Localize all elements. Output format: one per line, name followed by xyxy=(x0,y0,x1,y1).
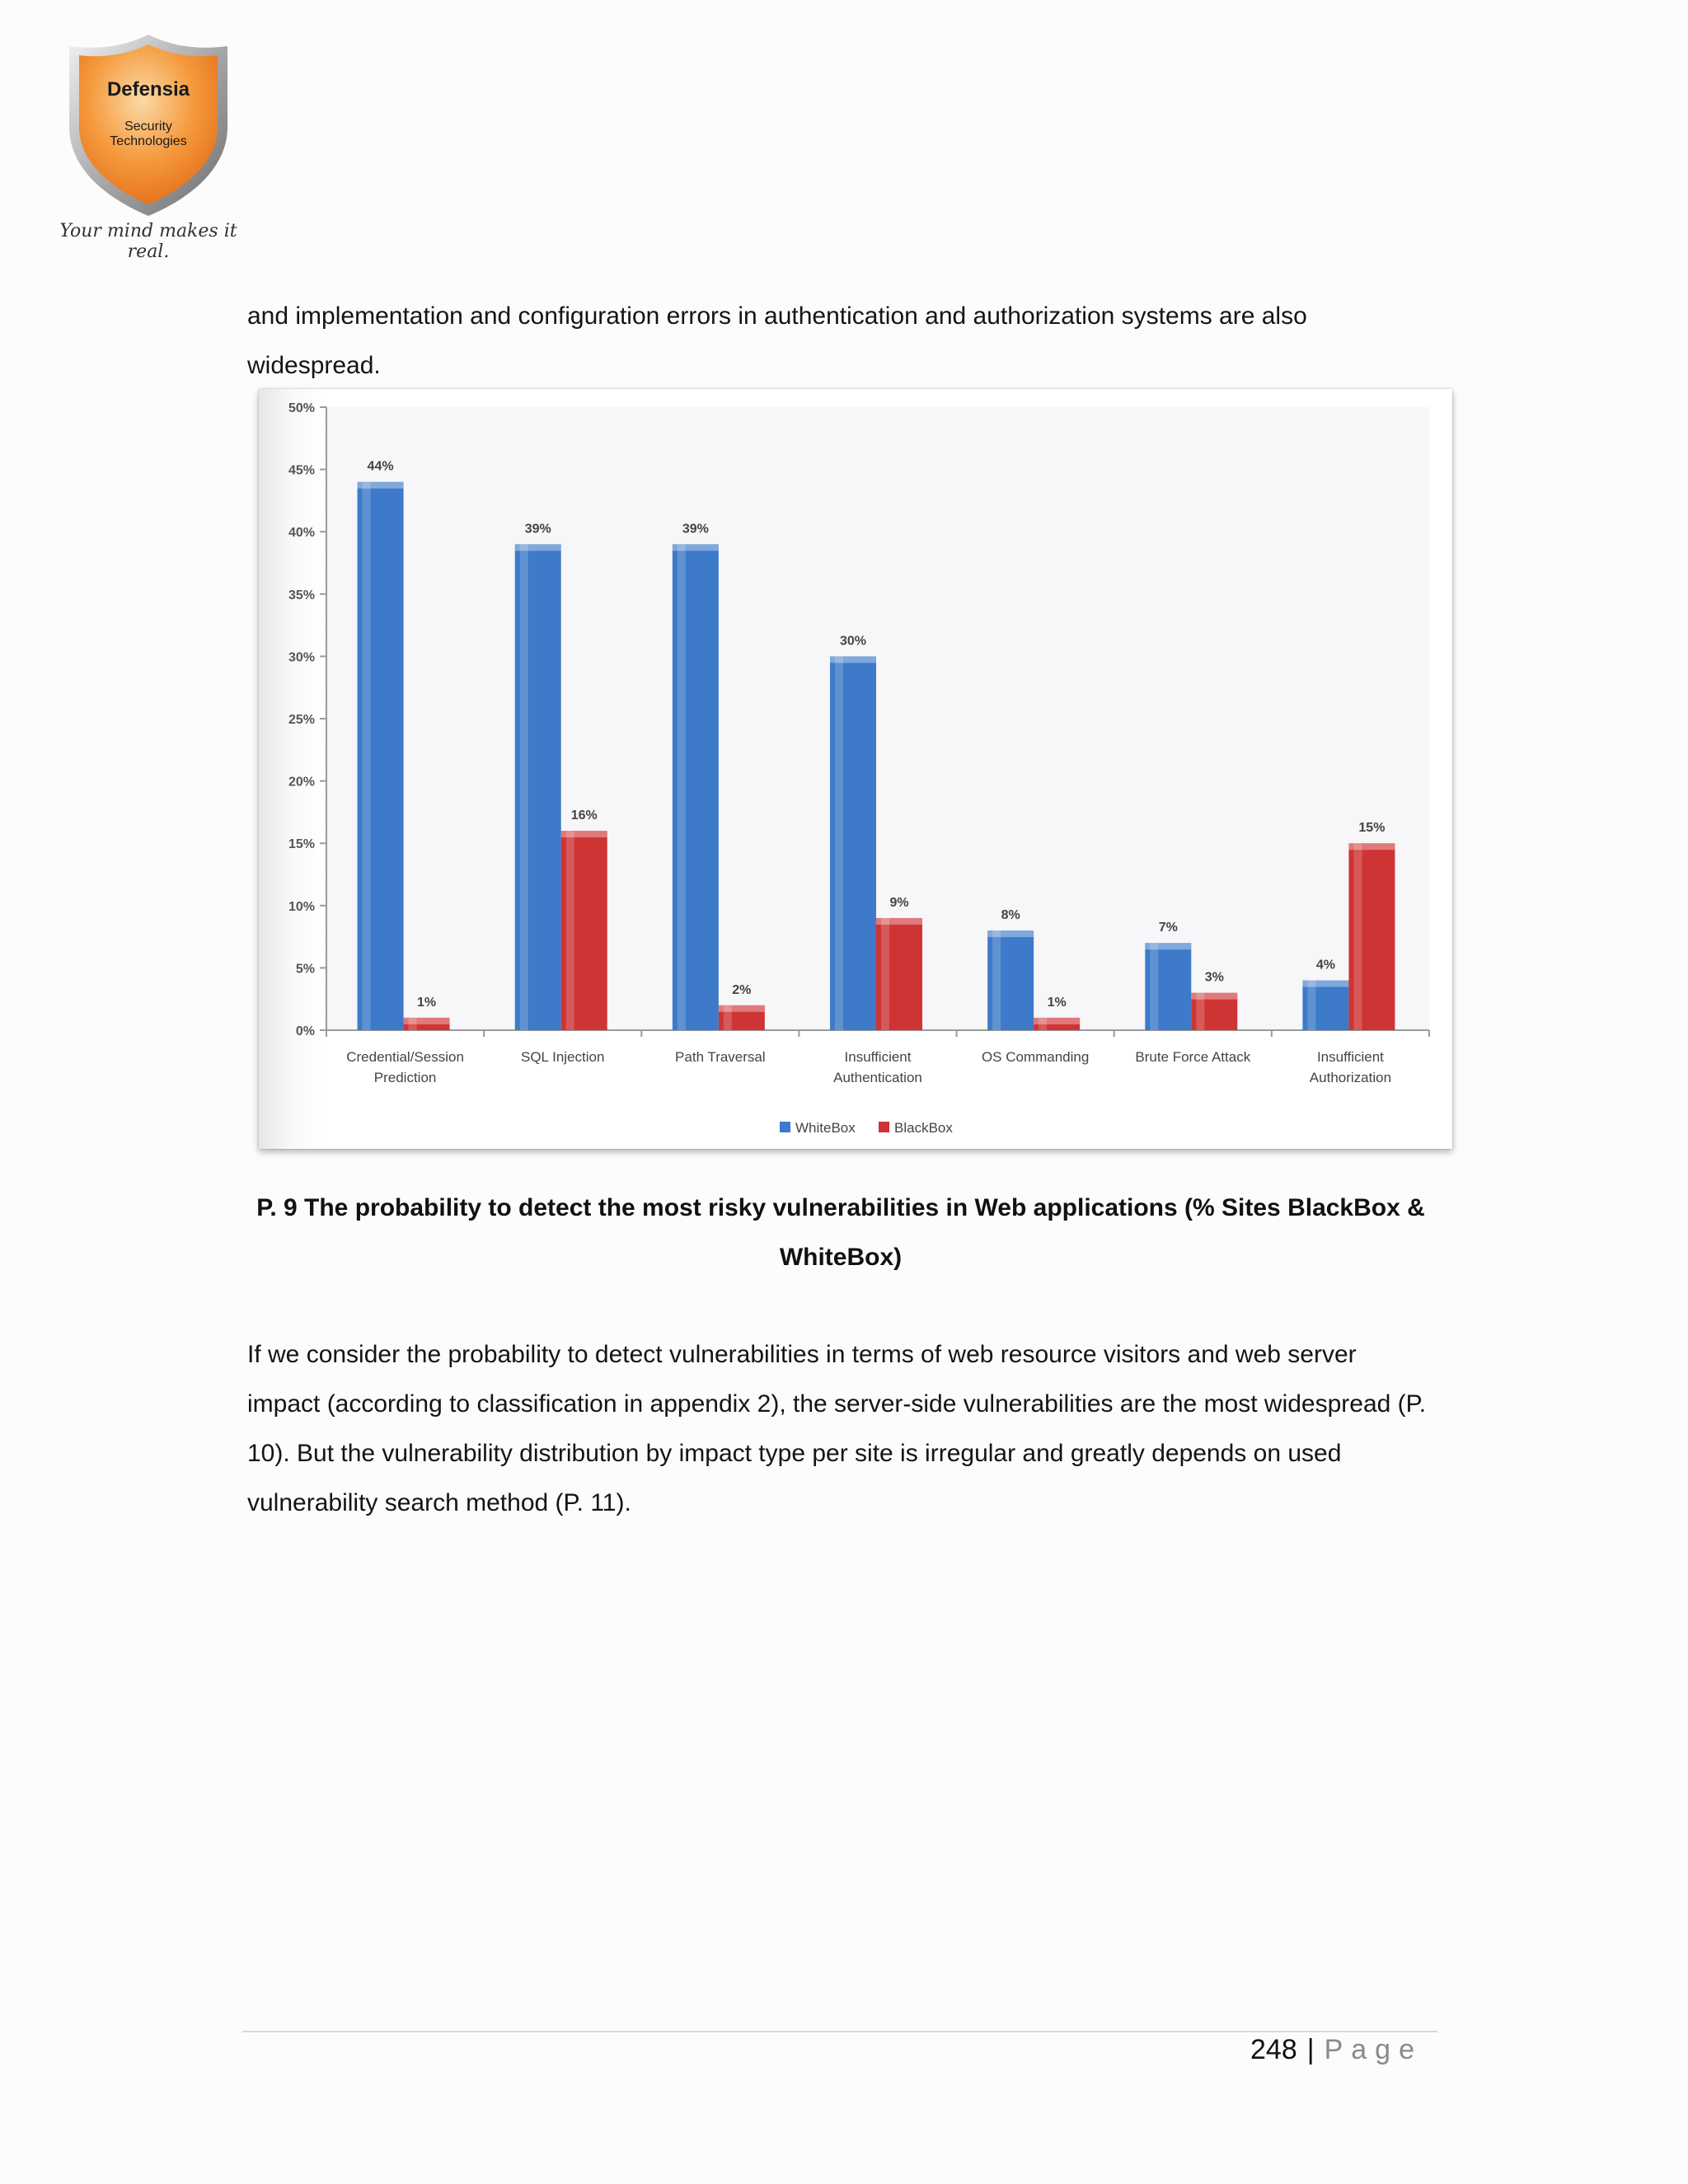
bar-highlight xyxy=(1353,843,1362,1030)
legend-swatch-blackbox xyxy=(879,1122,889,1132)
bar-data-label: 2% xyxy=(732,982,752,997)
bar-data-label: 4% xyxy=(1315,958,1335,972)
y-tick-label: 35% xyxy=(288,588,315,602)
figure-caption xyxy=(247,1183,1434,1282)
bar-cap xyxy=(1145,943,1191,949)
bar-data-label: 7% xyxy=(1158,921,1178,935)
bar-data-label: 30% xyxy=(839,634,867,649)
bar-data-label: 39% xyxy=(682,522,709,537)
legend-label: BlackBox xyxy=(894,1120,953,1136)
y-tick-label: 20% xyxy=(288,775,315,790)
bar-cap xyxy=(1034,1018,1080,1024)
y-tick-label: 5% xyxy=(295,962,315,977)
bar-cap xyxy=(515,544,561,551)
shield-logo-icon xyxy=(58,30,239,219)
paragraph-intro-text: and implementation and configuration errors in authentication and authorization systems are also widespread. xyxy=(247,302,1307,379)
legend-label: WhiteBox xyxy=(795,1120,856,1136)
bar-cap xyxy=(876,918,922,925)
page-number-value: 248 xyxy=(1250,2034,1297,2065)
bar-cap xyxy=(719,1005,765,1012)
logo-line2-text: Technologies xyxy=(110,134,187,148)
bar-cap xyxy=(987,930,1034,937)
x-category-label: Insufficient xyxy=(844,1049,912,1065)
paragraph-intro xyxy=(247,292,1434,391)
y-tick-label: 15% xyxy=(288,837,315,852)
company-logo xyxy=(58,30,239,262)
bar-cap xyxy=(561,831,607,837)
y-tick-label: 45% xyxy=(288,463,315,478)
bar-cap xyxy=(673,544,719,551)
bar-cap xyxy=(1348,843,1395,850)
x-category-label: SQL Injection xyxy=(520,1049,605,1065)
x-category-label: Authentication xyxy=(833,1070,922,1085)
logo-line1-text: Security xyxy=(124,120,172,134)
y-tick-label: 25% xyxy=(288,713,315,727)
bar-cap xyxy=(1191,993,1237,1000)
bar-data-label: 9% xyxy=(889,895,909,910)
bar-highlight xyxy=(520,544,528,1030)
bar-data-label: 15% xyxy=(1358,821,1386,836)
bar-highlight xyxy=(1307,981,1315,1030)
bar-cap xyxy=(358,482,404,489)
logo-brand-text: Defensia xyxy=(106,78,190,101)
bar-data-label: 3% xyxy=(1204,970,1224,985)
page-label: Page xyxy=(1324,2034,1423,2065)
vulnerability-bar-chart xyxy=(259,389,1452,1149)
paragraph-body xyxy=(247,1330,1434,1528)
page-number-separator: | xyxy=(1306,2034,1315,2065)
y-tick-label: 10% xyxy=(288,899,315,914)
paragraph-body-text: If we consider the probability to detect vulnerabilities in terms of web resource visitors and web server impact (according to classification in appendix 2), the server-side vulnerabilities are the most widespread (P. 10). But the vulnerability distribution by impact type per site is irregular and greatly depends on used vulnerability search method (P. 11). xyxy=(247,1341,1427,1516)
page-number xyxy=(1250,2034,1423,2066)
bar-data-label: 1% xyxy=(1047,995,1067,1010)
x-category-label: Insufficient xyxy=(1316,1049,1384,1065)
bar-cap xyxy=(404,1018,450,1024)
x-category-label: Credential/Session xyxy=(346,1049,464,1065)
bar-data-label: 44% xyxy=(367,459,394,474)
bar-highlight xyxy=(1150,943,1158,1030)
footer-divider xyxy=(242,2031,1437,2032)
y-tick-label: 30% xyxy=(288,650,315,665)
x-category-label: Path Traversal xyxy=(675,1049,766,1065)
logo-tagline: Your mind makes it real. xyxy=(59,221,237,262)
x-category-label: OS Commanding xyxy=(981,1049,1090,1065)
bar-highlight xyxy=(678,544,686,1030)
y-tick-label: 40% xyxy=(288,526,315,541)
x-category-label: Authorization xyxy=(1309,1070,1392,1085)
x-category-label: Brute Force Attack xyxy=(1135,1049,1251,1065)
legend-swatch-whitebox xyxy=(780,1122,790,1132)
bar-highlight xyxy=(363,482,371,1030)
bar-highlight xyxy=(992,930,1001,1030)
x-category-label: Prediction xyxy=(373,1070,437,1085)
bar-data-label: 39% xyxy=(524,522,551,537)
figure-caption-text: P. 9 The probability to detect the most risky vulnerabilities in Web applications (% Sites BlackBox & WhiteBox) xyxy=(256,1194,1425,1271)
bar-data-label: 16% xyxy=(570,808,598,823)
bar-highlight xyxy=(566,831,574,1030)
bar-data-label: 1% xyxy=(417,995,437,1010)
bar-data-label: 8% xyxy=(1001,908,1020,923)
bar-cap xyxy=(830,656,876,663)
y-tick-label: 0% xyxy=(295,1024,315,1038)
bar-highlight xyxy=(881,918,889,1030)
bar-cap xyxy=(1302,981,1348,987)
y-tick-label: 50% xyxy=(288,401,315,415)
bar-chart-svg xyxy=(259,389,1452,1149)
bar-highlight xyxy=(835,656,843,1030)
